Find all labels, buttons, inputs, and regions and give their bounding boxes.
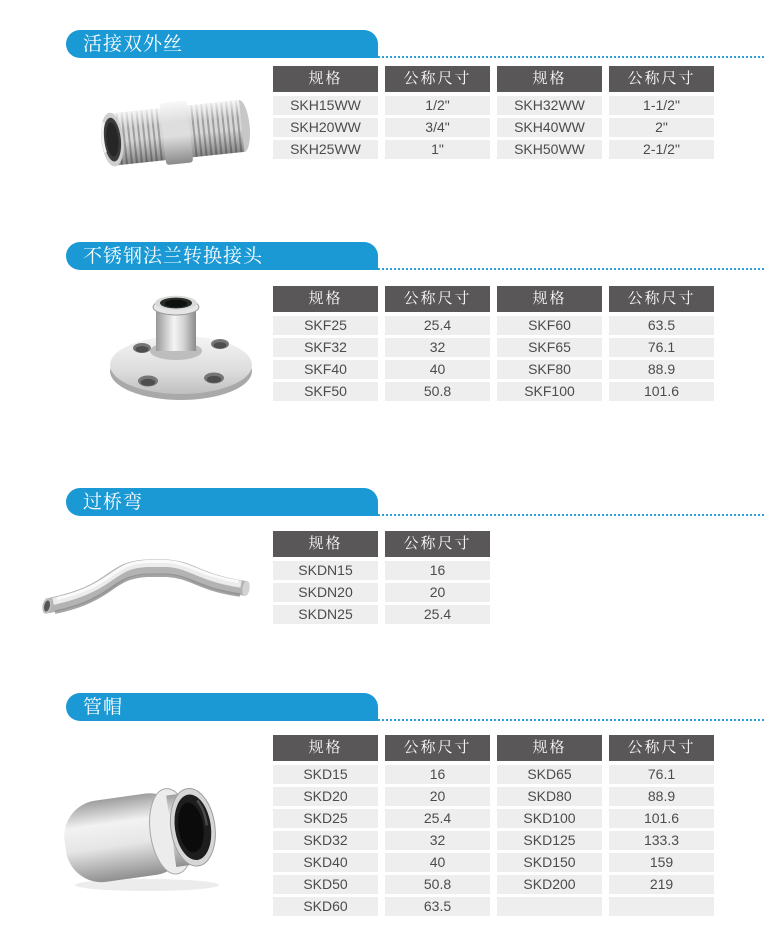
table-row (273, 809, 714, 828)
col-header-spec: 规格 (273, 286, 378, 312)
cell-nominal-size: 63.5 (609, 316, 714, 335)
table-row (273, 382, 714, 401)
col-header-nominal-size: 公称尺寸 (609, 66, 714, 92)
cell-nominal-size: 50.8 (385, 875, 490, 894)
cell-spec: SKD80 (497, 787, 602, 806)
cell-nominal-size: 159 (609, 853, 714, 872)
cell-spec: SKF65 (497, 338, 602, 357)
col-header-spec: 规格 (497, 735, 602, 761)
table-row (273, 853, 714, 872)
cell-spec: SKF32 (273, 338, 378, 357)
col-header-spec: 规格 (273, 531, 378, 557)
cell-nominal-size: 25.4 (385, 809, 490, 828)
section-title: 过桥弯 (83, 492, 144, 513)
cell-nominal-size: 16 (385, 561, 490, 580)
table-header-row (273, 735, 714, 761)
cell-spec: SKD200 (497, 875, 602, 894)
cell-nominal-size: 1/2" (385, 96, 490, 115)
spec-table-union-nipple (273, 66, 714, 162)
table-row (273, 140, 714, 159)
cell-nominal-size: 16 (385, 765, 490, 784)
cell-spec: SKF50 (273, 382, 378, 401)
pipe-cap-photo (52, 771, 247, 898)
cell-spec: SKD60 (273, 897, 378, 916)
table-row (273, 765, 714, 784)
col-header-spec: 规格 (273, 735, 378, 761)
cell-spec: SKF25 (273, 316, 378, 335)
table-row (273, 831, 714, 850)
table-row (273, 338, 714, 357)
section-title-banner-flange-adapter (66, 242, 378, 270)
cell-nominal-size: 219 (609, 875, 714, 894)
cell-spec: SKH32WW (497, 96, 602, 115)
dotted-divider (378, 514, 764, 516)
cell-spec: SKH40WW (497, 118, 602, 137)
cell-nominal-size: 1-1/2" (609, 96, 714, 115)
col-header-spec: 规格 (497, 286, 602, 312)
section-title-banner-union-nipple (66, 30, 378, 58)
cell-spec: SKH50WW (497, 140, 602, 159)
cell-spec: SKD100 (497, 809, 602, 828)
cell-nominal-size: 50.8 (385, 382, 490, 401)
flange-adapter-photo (95, 281, 265, 406)
cell-nominal-size: 101.6 (609, 382, 714, 401)
col-header-nominal-size: 公称尺寸 (609, 735, 714, 761)
cell-spec: SKH20WW (273, 118, 378, 137)
cell-nominal-size: 63.5 (385, 897, 490, 916)
cell-spec: SKH15WW (273, 96, 378, 115)
col-header-nominal-size: 公称尺寸 (385, 286, 490, 312)
table-row (273, 96, 714, 115)
cell-nominal-size: 20 (385, 787, 490, 806)
dotted-divider (378, 719, 764, 721)
cell-nominal-size: 76.1 (609, 338, 714, 357)
col-header-spec: 规格 (273, 66, 378, 92)
cell-spec: SKDN15 (273, 561, 378, 580)
dotted-divider (378, 268, 764, 270)
threaded-nipple-photo (85, 83, 265, 188)
table-header-row (273, 286, 714, 312)
spec-table-flange-adapter (273, 286, 714, 404)
table-row (273, 360, 714, 379)
col-header-spec: 规格 (497, 66, 602, 92)
col-header-nominal-size: 公称尺寸 (385, 735, 490, 761)
cell-spec: SKF60 (497, 316, 602, 335)
cell-nominal-size: 101.6 (609, 809, 714, 828)
cell-nominal-size: 1" (385, 140, 490, 159)
cell-spec: SKD32 (273, 831, 378, 850)
cell-spec: SKD65 (497, 765, 602, 784)
col-header-nominal-size: 公称尺寸 (609, 286, 714, 312)
col-header-nominal-size: 公称尺寸 (385, 66, 490, 92)
section-title: 活接双外丝 (83, 34, 184, 55)
cell-spec: SKF40 (273, 360, 378, 379)
table-row (273, 118, 714, 137)
table-header-row (273, 66, 714, 92)
dotted-divider (378, 56, 764, 58)
section-title-banner-pipe-cap (66, 693, 378, 721)
cell-nominal-size (609, 897, 714, 916)
cell-spec: SKD15 (273, 765, 378, 784)
table-row (273, 605, 490, 624)
cell-nominal-size: 88.9 (609, 360, 714, 379)
cell-nominal-size: 3/4" (385, 118, 490, 137)
cell-nominal-size: 40 (385, 360, 490, 379)
section-title: 不锈钢法兰转换接头 (83, 246, 264, 267)
cell-nominal-size: 88.9 (609, 787, 714, 806)
col-header-nominal-size: 公称尺寸 (385, 531, 490, 557)
cell-nominal-size: 133.3 (609, 831, 714, 850)
cell-spec: SKF100 (497, 382, 602, 401)
table-row (273, 316, 714, 335)
section-title: 管帽 (83, 697, 124, 718)
section-title-banner-bridge-bend (66, 488, 378, 516)
table-header-row (273, 531, 490, 557)
cell-spec (497, 897, 602, 916)
table-row (273, 583, 490, 602)
cell-nominal-size: 32 (385, 831, 490, 850)
table-row (273, 875, 714, 894)
bridge-bend-photo (33, 540, 258, 635)
spec-table-pipe-cap (273, 735, 714, 919)
cell-nominal-size: 20 (385, 583, 490, 602)
cell-nominal-size: 25.4 (385, 316, 490, 335)
table-row (273, 897, 714, 916)
cell-spec: SKDN25 (273, 605, 378, 624)
spec-table-bridge-bend (273, 531, 490, 627)
cell-spec: SKD40 (273, 853, 378, 872)
cell-nominal-size: 40 (385, 853, 490, 872)
cell-spec: SKDN20 (273, 583, 378, 602)
cell-spec: SKD150 (497, 853, 602, 872)
cell-spec: SKF80 (497, 360, 602, 379)
cell-spec: SKD50 (273, 875, 378, 894)
cell-nominal-size: 76.1 (609, 765, 714, 784)
cell-spec: SKD25 (273, 809, 378, 828)
cell-nominal-size: 25.4 (385, 605, 490, 624)
table-row (273, 561, 490, 580)
cell-nominal-size: 2" (609, 118, 714, 137)
cell-nominal-size: 32 (385, 338, 490, 357)
cell-nominal-size: 2-1/2" (609, 140, 714, 159)
cell-spec: SKH25WW (273, 140, 378, 159)
cell-spec: SKD20 (273, 787, 378, 806)
table-row (273, 787, 714, 806)
cell-spec: SKD125 (497, 831, 602, 850)
